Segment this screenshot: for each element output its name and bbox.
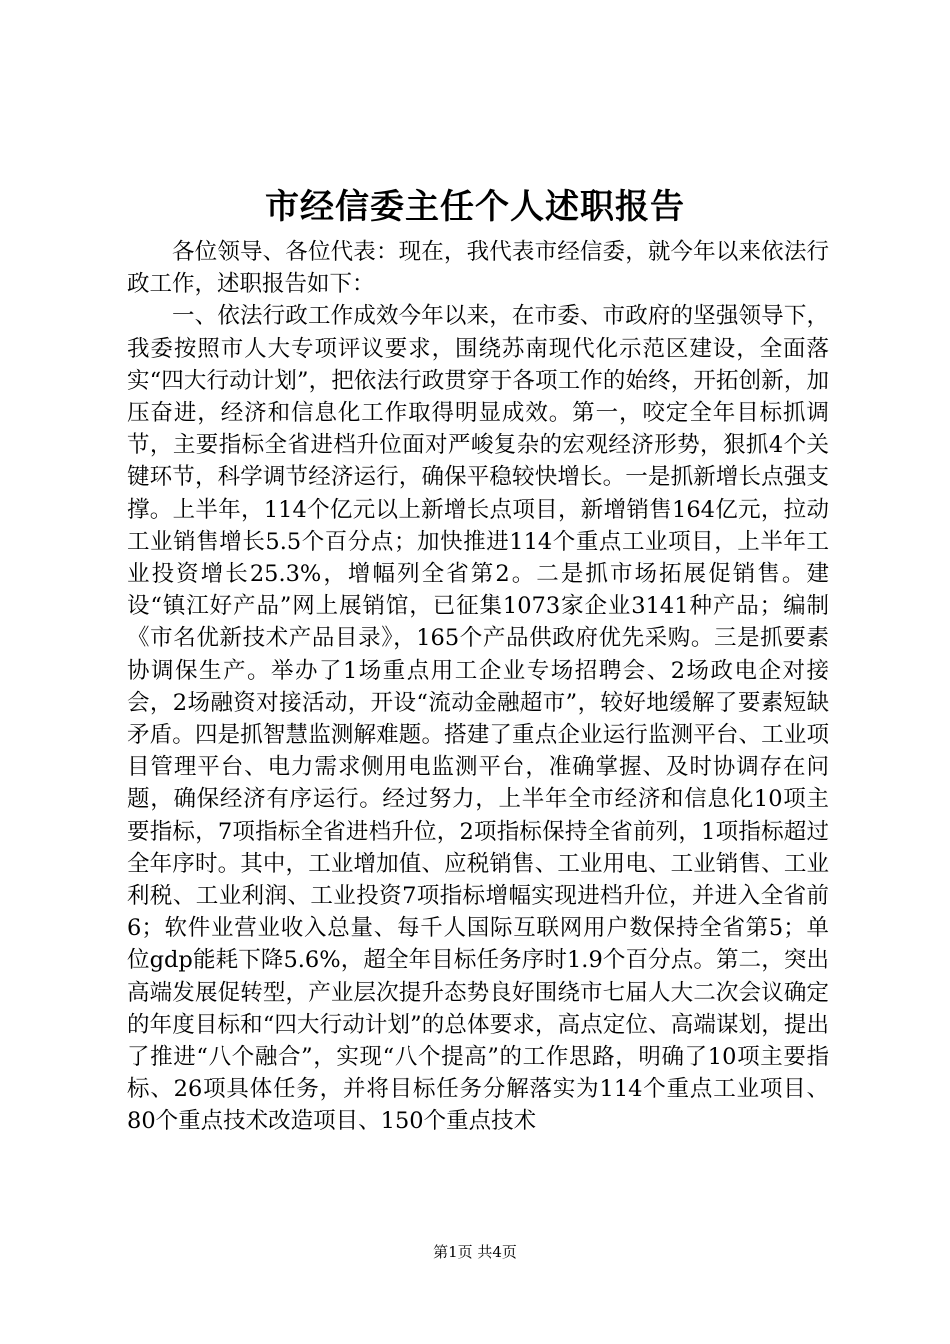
- document-body: [127, 236, 829, 1138]
- page-footer: 第1页 共4页: [433, 1243, 517, 1261]
- document-title: 市经信委主任个人述职报告: [265, 187, 685, 227]
- paragraph-greeting: 各位领导、各位代表：现在，我代表市经信委，就今年以来依法行政工作，述职报告如下：: [127, 239, 829, 298]
- paragraph-section-one: 一、依法行政工作成效今年以来，在市委、市政府的坚强领导下，我委按照市人大专项评议要求，围绕苏南现代化示范区建设，全面落实“四大行动计划”，把依法行政贯穿于各项工作的始终，开拓创新，加压奋进，经济和信息化工作取得明显成效。第一，咬定全年目标抓调节，主要指标全省进档升位面对严峻复杂的宏观经济形势，狠抓4个关键环节，科学调节经济运行，确保平稳较快增长。一是抓新增长点强支撑。上半年，114个亿元以上新增长点项目，新增销售164亿元，拉动工业销售增长5.5个百分点；加快推进114个重点工业项目，上半年工业投资增长25.3%，增幅列全省第2。二是抓市场拓展促销售。建设“镇江好产品”网上展销馆，已征集1073家企业3141种产品；编制《市名优新技术产品目录》，165个产品供政府优先采购。三是抓要素协调保生产。举办了1场重点用工企业专场招聘会、2场政电企对接会，2场融资对接活动，开设“流动金融超市”，较好地缓解了要素短缺矛盾。四是抓智慧监测解难题。搭建了重点企业运行监测平台、工业项目管理平台、电力需求侧用电监测平台，准确掌握、及时协调存在问题，确保经济有序运行。经过努力，上半年全市经济和信息化10项主要指标，7项指标全省进档升位，2项指标保持全省前列，1项指标超过全年序时。其中，工业增加值、应税销售、工业用电、工业销售、工业利税、工业利润、工业投资7项指标增幅实现进档升位，并进入全省前6；软件业营业收入总量、每千人国际互联网用户数保持全省第5；单位gdp能耗下降5.6%，超全年目标任务序时1.9个百分点。第二，突出高端发展促转型，产业层次提升态势良好围绕市七届人大二次会议确定的年度目标和“四大行动计划”的总体要求，高点定位、高端谋划，提出了推进“八个融合”，实现“八个提高”的工作思路，明确了10项主要指标、26项具体任务，并将目标任务分解落实为114个重点工业项目、80个重点技术改造项目、150个重点技术: [127, 303, 829, 1135]
